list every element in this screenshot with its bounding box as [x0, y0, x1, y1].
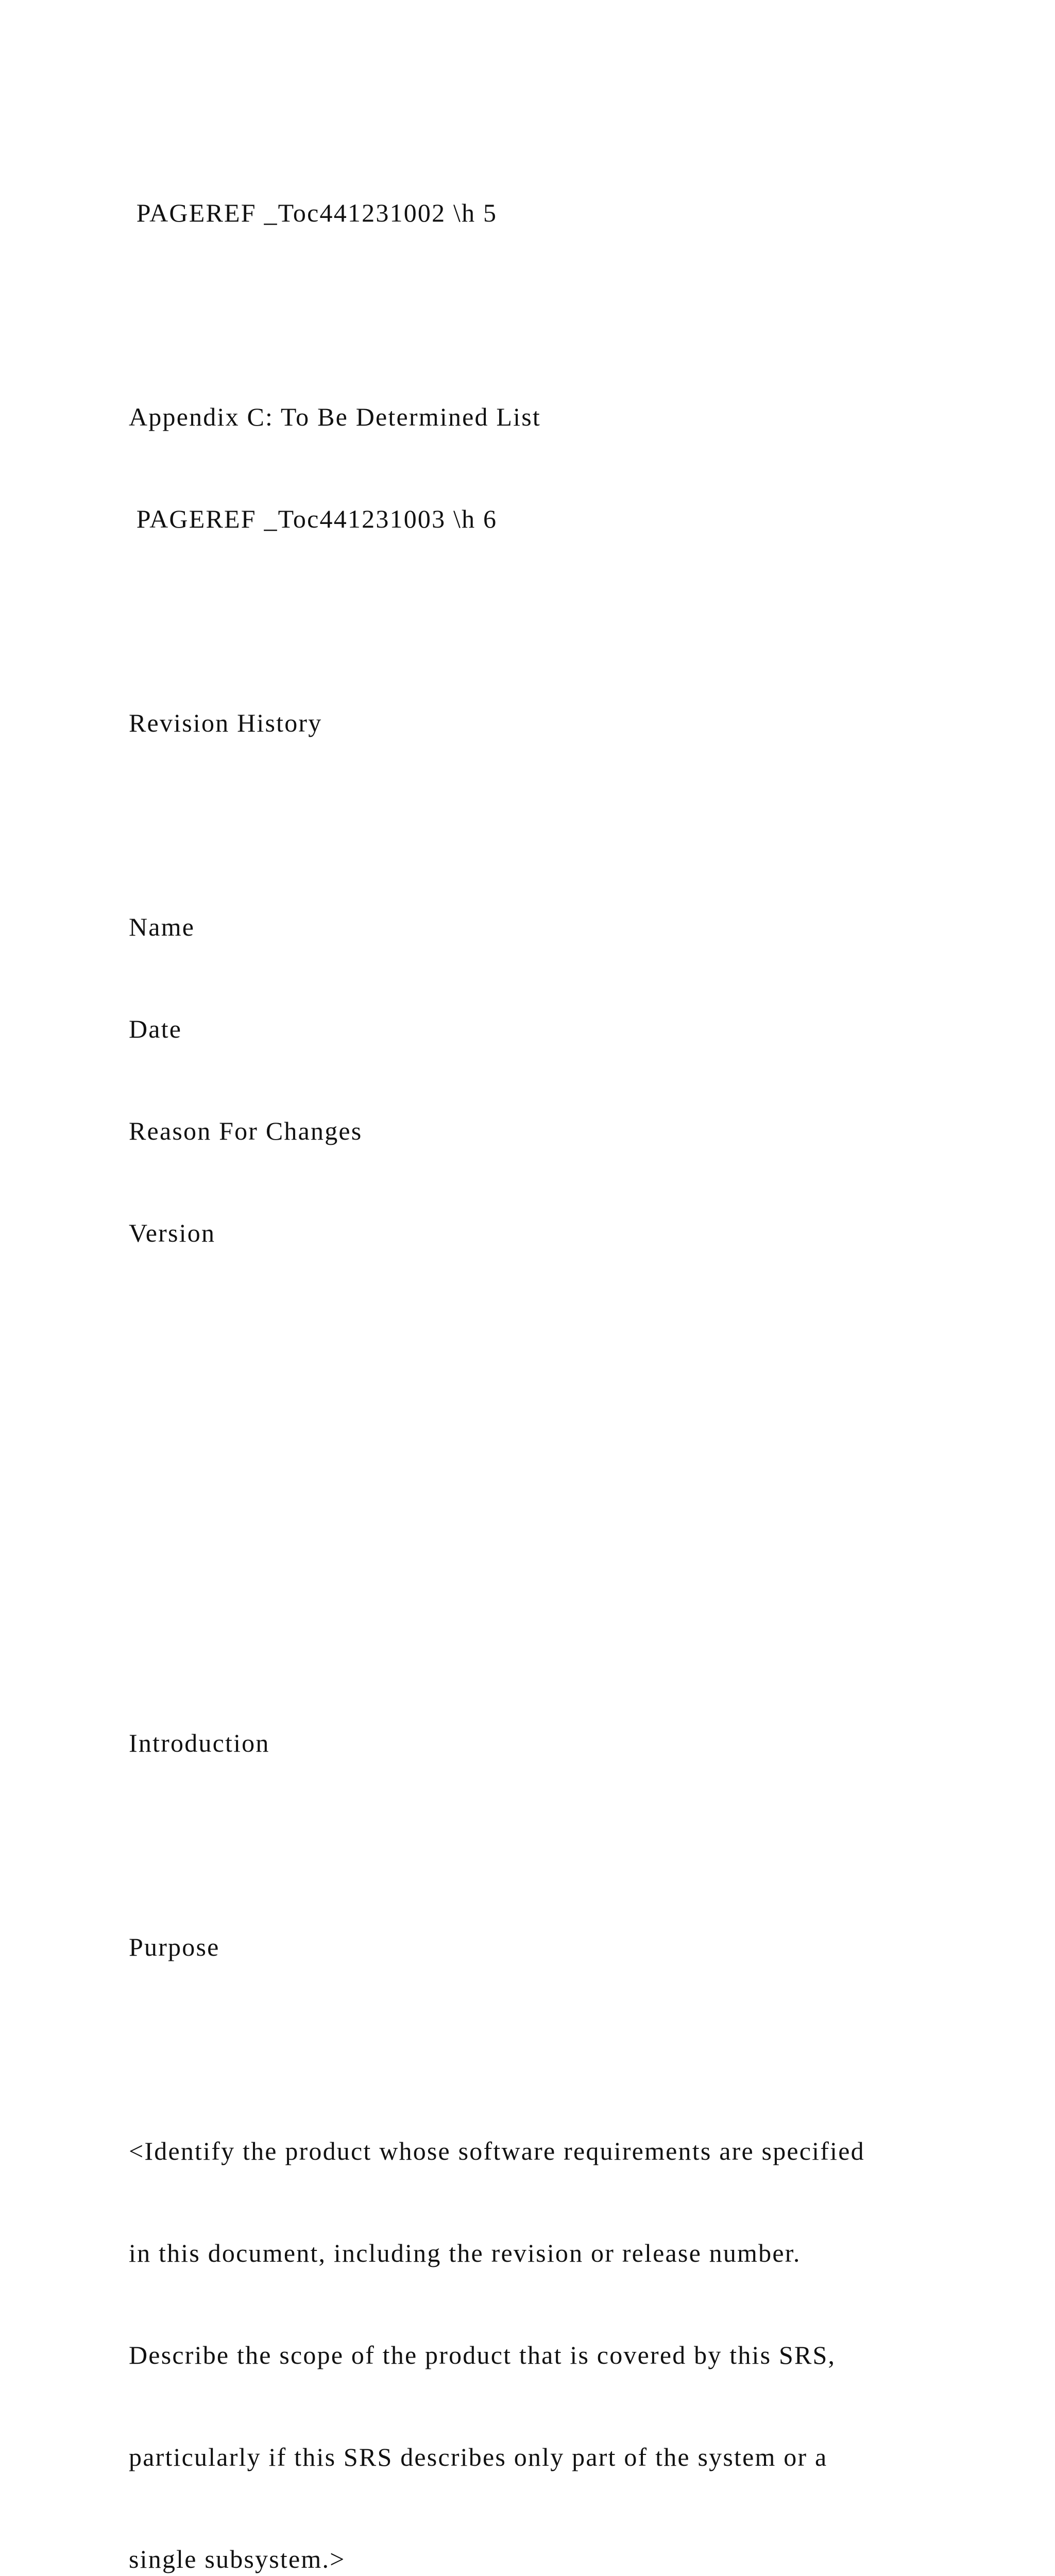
spacer	[129, 1828, 953, 1862]
revision-column-reason: Reason For Changes	[129, 1116, 363, 1145]
spacer	[129, 2032, 953, 2066]
introduction-heading: Introduction	[129, 1728, 270, 1757]
toc-field-pageref-1: PAGEREF _Toc441231002 \h 5	[129, 198, 498, 227]
purpose-text-line: Describe the scope of the product that is covered by this SRS,	[129, 2341, 836, 2369]
spacer	[129, 604, 953, 638]
purpose-text-line: <Identify the product whose software requirements are specified	[129, 2137, 865, 2165]
revision-column-date: Date	[129, 1014, 182, 1043]
purpose-text-line: single subsystem.>	[129, 2545, 346, 2573]
spacer	[129, 808, 953, 842]
purpose-text-line: particularly if this SRS describes only part of the system or a	[129, 2443, 828, 2471]
revision-column-name: Name	[129, 912, 195, 941]
revision-history-heading: Revision History	[129, 708, 322, 737]
toc-field-pageref-2: PAGEREF _Toc441231003 \h 6	[129, 504, 498, 533]
revision-column-version: Version	[129, 1218, 216, 1247]
purpose-text-line: in this document, including the revision or release number.	[129, 2239, 801, 2267]
purpose-heading: Purpose	[129, 1933, 220, 1961]
spacer	[129, 298, 953, 332]
blank-area	[129, 1318, 953, 1658]
toc-entry-appendix-c: Appendix C: To Be Determined List	[129, 402, 541, 431]
document-body	[129, 128, 953, 2576]
